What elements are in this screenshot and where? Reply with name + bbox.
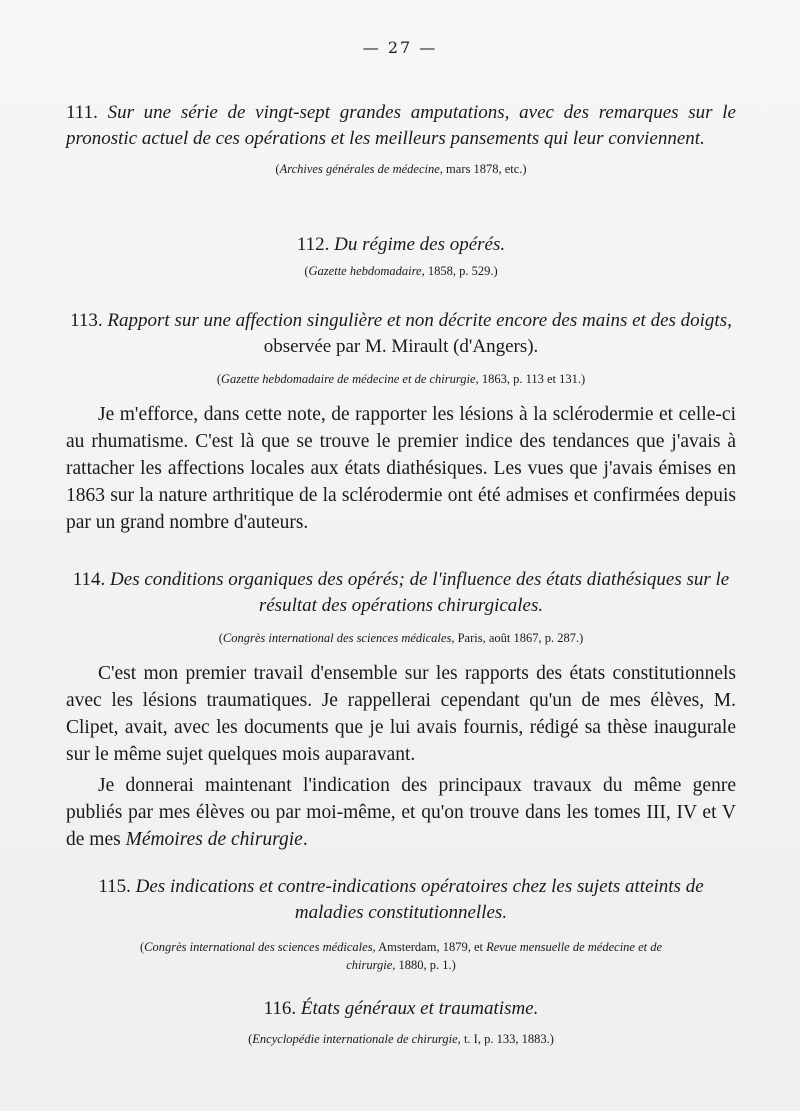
source-details: t. I, p. 133, 1883. [463,1032,550,1046]
paragraph-italic: Mémoires de chirurgie [125,829,303,850]
entry-115 [66,874,736,974]
entry-114 [66,567,736,853]
entry-113 [66,308,736,536]
entry-number: 115. [98,876,131,897]
source-details: 1880, p. 1. [398,958,452,972]
entry-title [66,308,736,360]
entry-title-text: Sur une série de vingt-sept grandes amputations, avec des remarques sur le pronostic actuel de ces opérations et les meilleurs pansements qui leur conviennent. [66,102,736,149]
entry-title-text: Des indications et contre-indications opératoires chez les sujets atteints de maladies constitutionnelles. [135,876,704,923]
entry-112 [66,232,736,279]
entry-title [66,100,736,152]
entry-number: 111. [66,102,98,123]
entry-number: 114. [72,569,106,590]
entry-source: (Encyclopédie internationale de chirurgie, t. I, p. 133, 1883.) [248,1032,554,1046]
entry-number: 112. [296,234,330,255]
entry-source: (Gazette hebdomadaire, 1858, p. 529.) [304,264,498,278]
entry-number: 116. [263,998,297,1019]
entry-title-text: Rapport sur une affection singulière et non décrite encore des mains et des doigts, [107,310,732,331]
source-details: mars 1878, etc. [446,162,523,176]
entry-source: (Archives générales de médecine, mars 1878, etc.) [275,162,527,176]
source-details: 1863, p. 113 et 131. [481,372,581,386]
entry-number: 113. [70,310,103,331]
source-details: Paris, août 1867, p. 287. [457,631,580,645]
entry-title-text: États généraux et traumatisme. [300,998,539,1019]
page-number: — 27 — [362,38,438,57]
entry-paragraph: C'est mon premier travail d'ensemble sur les rapports des états constitutionnels avec les lésions traumatiques. Je rappellerai cependant qu'un de mes élèves, M. Clipet, avait, avec les documents que je lui avais fournis, rédigé sa thèse inaugurale sur le même sujet quelques mois auparavant. [66,663,736,765]
source-journal: Congrès international des sciences médicales, [222,631,455,645]
entry-title [66,567,736,619]
entry-title [66,996,736,1022]
source-journal: Archives générales de médecine, [279,162,443,176]
entry-title [66,232,736,258]
source-details: 1858, p. 529. [427,264,494,278]
entry-source: (Congrès international des sciences médicales, Paris, août 1867, p. 287.) [218,631,584,645]
entry-title-text: Du régime des opérés. [334,234,506,255]
source-journal: Congrès international des sciences médicales, [144,940,376,954]
source-journal: Encyclopédie internationale de chirurgie, [252,1032,461,1046]
entry-paragraph [66,772,736,853]
entry-source: (Congrès international des sciences médicales, Amsterdam, 1879, et Revue mensuelle de médecine et de chirurgie, 1880, p. 1.) [139,940,663,972]
paragraph-end: . [302,829,308,850]
source-mid: Amsterdam, 1879, et [378,940,483,954]
paragraph-text: Je donnerai maintenant l'indication des principaux travaux du même genre publiés par mes élèves ou par moi-même, et qu'on trouve dans les tomes III, IV et V de mes [66,775,736,850]
entry-paragraph: Je m'efforce, dans cette note, de rapporter les lésions à la sclérodermie et celle-ci au rhumatisme. C'est là que se trouve le premier indice des tendances que j'avais à rattacher les affections locales aux états diathésiques. Les vues que j'avais émises en 1863 sur la nature arthritique de la sclérodermie ont été admises et confirmées depuis par un grand nombre d'auteurs. [66,404,736,533]
entry-111 [66,100,736,177]
source-journal-2: Revue mensuelle de médecine et de chirurgie, [346,940,663,972]
source-journal: Gazette hebdomadaire de médecine et de chirurgie, [221,372,479,386]
entry-source: (Gazette hebdomadaire de médecine et de chirurgie, 1863, p. 113 et 131.) [216,372,586,386]
entry-116 [66,996,736,1047]
entry-title-plain: observée par M. Mirault (d'Angers). [263,336,539,357]
source-journal: Gazette hebdomadaire, [308,264,425,278]
entry-title-text: Des conditions organiques des opérés; de l'influence des états diathésiques sur le résultat des opérations chirurgicales. [110,569,730,616]
entry-title [66,874,736,926]
